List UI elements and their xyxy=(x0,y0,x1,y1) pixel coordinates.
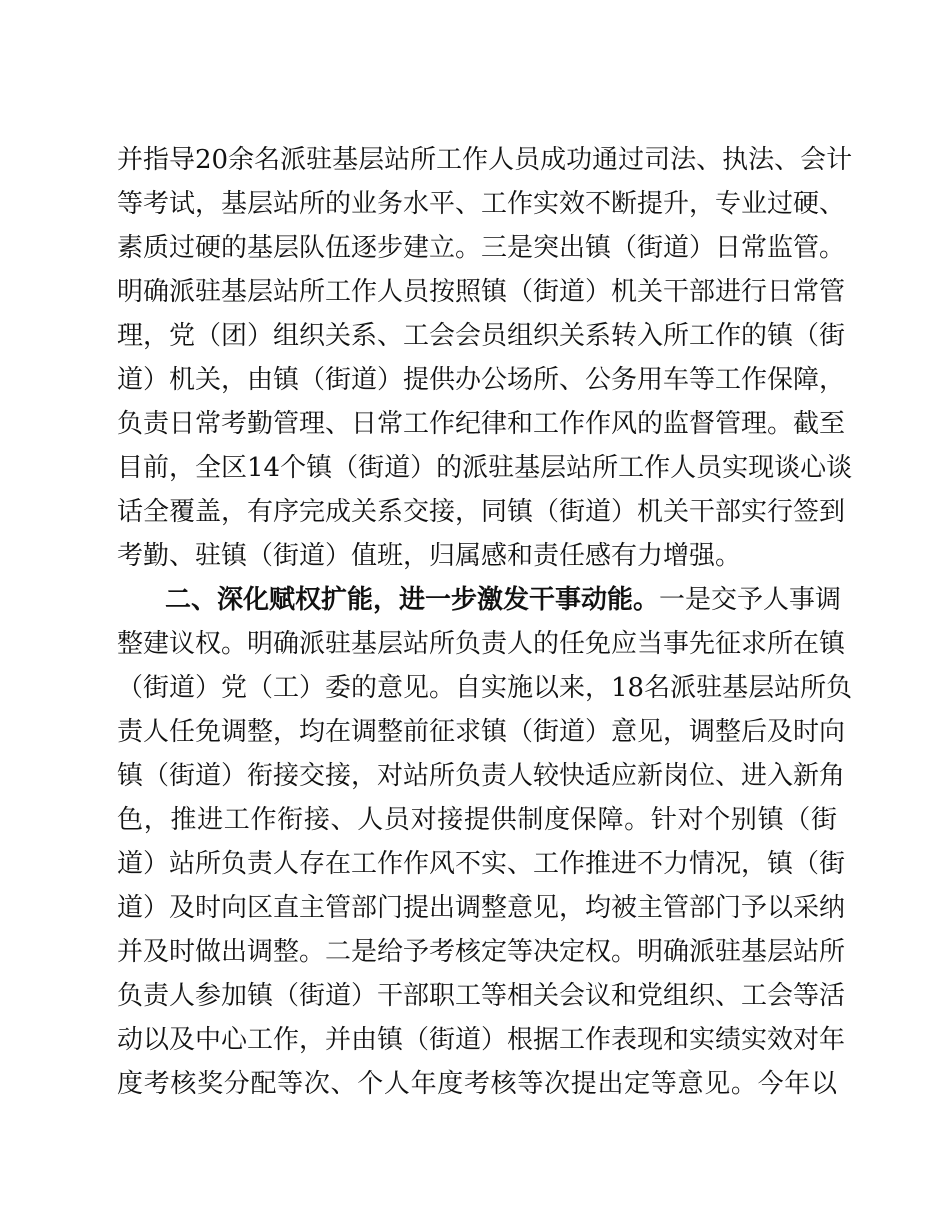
body-line: 道）站所负责人存在工作作风不实、工作推进不力情况，镇（街 xyxy=(117,849,846,879)
body-line: 动以及中心工作，并由镇（街道）根据工作表现和实绩实效对年 xyxy=(117,1025,846,1055)
section-heading: 二、深化赋权扩能，进一步激发干事动能。 xyxy=(165,585,660,615)
body-line: 负责日常考勤管理、日常工作纪律和工作作风的监督管理。截至 xyxy=(117,409,846,439)
heading-line-rest: 一是交予人事调 xyxy=(659,585,842,615)
body-line: 考勤、驻镇（街道）值班，归属感和责任感有力增强。 xyxy=(117,541,742,571)
body-line: 色，推进工作衔接、人员对接提供制度保障。针对个别镇（街 xyxy=(117,805,837,835)
body-line: 并及时做出调整。二是给予考核定等决定权。明确派驻基层站所 xyxy=(117,937,846,967)
body-line: 道）机关，由镇（街道）提供办公场所、公务用车等工作保障， xyxy=(117,365,846,395)
body-line: 话全覆盖，有序完成关系交接，同镇（街道）机关干部实行签到 xyxy=(117,497,846,527)
body-line: 负责人参加镇（街道）干部职工等相关会议和党组织、工会等活 xyxy=(117,981,846,1011)
body-line: 等考试，基层站所的业务水平、工作实效不断提升，专业过硬、 xyxy=(117,189,846,219)
body-line: 度考核奖分配等次、个人年度考核等次提出定等意见。今年以 xyxy=(117,1069,837,1099)
body-line: 责人任免调整，均在调整前征求镇（街道）意见，调整后及时向 xyxy=(117,717,846,747)
body-line: 目前，全区14个镇（街道）的派驻基层站所工作人员实现谈心谈 xyxy=(117,453,853,483)
body-line: 道）及时向区直主管部门提出调整意见，均被主管部门予以采纳 xyxy=(117,893,846,923)
body-line: 素质过硬的基层队伍逐步建立。三是突出镇（街道）日常监管。 xyxy=(117,233,846,263)
body-line: 并指导20余名派驻基层站所工作人员成功通过司法、执法、会计 xyxy=(117,145,853,175)
body-line: 镇（街道）衔接交接，对站所负责人较快适应新岗位、进入新角 xyxy=(117,761,846,791)
body-line: （街道）党（工）委的意见。自实施以来，18名派驻基层站所负 xyxy=(117,673,853,703)
body-line: 理，党（团）组织关系、工会会员组织关系转入所工作的镇（街 xyxy=(117,321,846,351)
section-heading-line xyxy=(165,578,842,622)
body-line: 整建议权。明确派驻基层站所负责人的任免应当事先征求所在镇 xyxy=(117,629,846,659)
body-line: 明确派驻基层站所工作人员按照镇（街道）机关干部进行日常管 xyxy=(117,277,846,307)
